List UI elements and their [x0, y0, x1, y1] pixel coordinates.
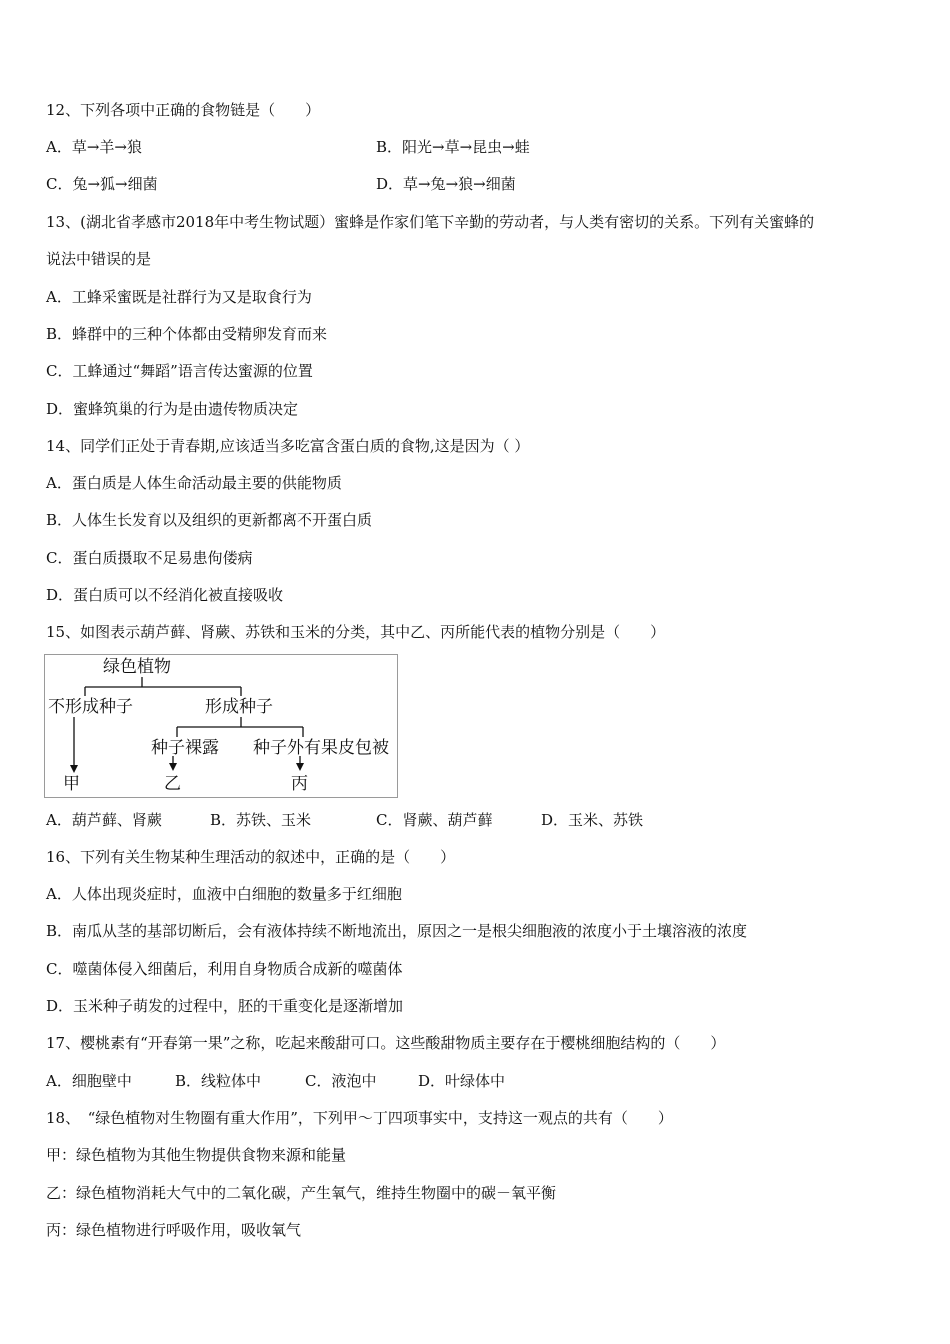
- q14-option-a: A．蛋白质是人体生命活动最主要的供能物质: [46, 474, 342, 492]
- q16-option-c: C．噬菌体侵入细菌后，利用自身物质合成新的噬菌体: [46, 960, 403, 978]
- q17-option-c: C．液泡中: [305, 1072, 377, 1090]
- diagram-jia-label: 甲: [63, 774, 80, 794]
- diagram-covered-seed-label: 种子外有果皮包被: [253, 738, 389, 758]
- q12-option-b: B．阳光→草→昆虫→蛙: [376, 138, 530, 156]
- q18-item-jia: 甲：绿色植物为其他生物提供食物来源和能量: [46, 1146, 347, 1164]
- q16-option-b: B．南瓜从茎的基部切断后，会有液体持续不断地流出，原因之一是根尖细胞液的浓度小于土壤溶液的浓度: [46, 922, 748, 940]
- q14-option-d: D．蛋白质可以不经消化被直接吸收: [46, 586, 284, 604]
- q12-option-a: A．草→羊→狼: [46, 138, 142, 156]
- q12-option-d: D．草→兔→狼→细菌: [376, 175, 516, 193]
- diagram-no-seed-label: 不形成种子: [48, 697, 133, 717]
- q15-stem: 15、如图表示葫芦藓、肾蕨、苏铁和玉米的分类，其中乙、丙所能代表的植物分别是（ ）: [46, 623, 666, 641]
- diagram-yi-label: 乙: [164, 774, 181, 794]
- diagram-root-label: 绿色植物: [103, 657, 171, 677]
- q17-option-d: D．叶绿体中: [418, 1072, 506, 1090]
- q15-option-d: D．玉米、苏铁: [541, 811, 644, 829]
- q18-item-yi: 乙：绿色植物消耗大气中的二氧化碳，产生氧气，维持生物圈中的碳－氧平衡: [46, 1184, 557, 1202]
- q17-stem: 17、樱桃素有“开春第一果”之称，吃起来酸甜可口。这些酸甜物质主要存在于樱桃细胞结构的（ ）: [46, 1034, 726, 1052]
- q16-stem: 16、下列有关生物某种生理活动的叙述中，正确的是（ ）: [46, 848, 456, 866]
- diagram-seed-label: 形成种子: [205, 697, 273, 717]
- q18-stem: 18、 “绿色植物对生物圈有重大作用”，下列甲～丁四项事实中，支持这一观点的共有（ ）: [46, 1109, 673, 1127]
- q16-option-d: D．玉米种子萌发的过程中，胚的干重变化是逐渐增加: [46, 997, 404, 1015]
- q12-stem: 12、下列各项中正确的食物链是（ ）: [46, 101, 321, 119]
- q13-stem-line2: 说法中错误的是: [46, 250, 152, 268]
- plant-classification-diagram: [44, 654, 398, 798]
- q17-option-a: A．细胞壁中: [46, 1072, 132, 1090]
- q13-option-b: B．蜂群中的三种个体都由受精卵发育而来: [46, 325, 328, 343]
- q14-stem: 14、同学们正处于青春期,应该适当多吃富含蛋白质的食物,这是因为（ ）: [46, 437, 530, 455]
- q18-item-bing: 丙：绿色植物进行呼吸作用，吸收氧气: [46, 1221, 302, 1239]
- q15-option-c: C．肾蕨、葫芦藓: [376, 811, 493, 829]
- q14-option-c: C．蛋白质摄取不足易患佝偻病: [46, 549, 253, 567]
- q15-option-a: A．葫芦藓、肾蕨: [46, 811, 162, 829]
- q13-option-a: A．工蜂采蜜既是社群行为又是取食行为: [46, 288, 312, 306]
- q15-option-b: B．苏铁、玉米: [210, 811, 312, 829]
- q12-option-c: C．兔→狐→细菌: [46, 175, 158, 193]
- q13-option-c: C．工蜂通过“舞蹈”语言传达蜜源的位置: [46, 362, 313, 380]
- q17-option-b: B．线粒体中: [175, 1072, 262, 1090]
- q14-option-b: B．人体生长发育以及组织的更新都离不开蛋白质: [46, 511, 373, 529]
- q13-option-d: D．蜜蜂筑巢的行为是由遗传物质决定: [46, 400, 299, 418]
- diagram-naked-seed-label: 种子裸露: [151, 738, 219, 758]
- q13-stem-line1: 13、(湖北省孝感市2018年中考生物试题）蜜蜂是作家们笔下辛勤的劳动者，与人类有密切的关系。下列有关蜜蜂的: [46, 213, 815, 231]
- diagram-lines: [45, 655, 399, 799]
- diagram-bing-label: 丙: [291, 774, 308, 794]
- q16-option-a: A．人体出现炎症时，血液中白细胞的数量多于红细胞: [46, 885, 402, 903]
